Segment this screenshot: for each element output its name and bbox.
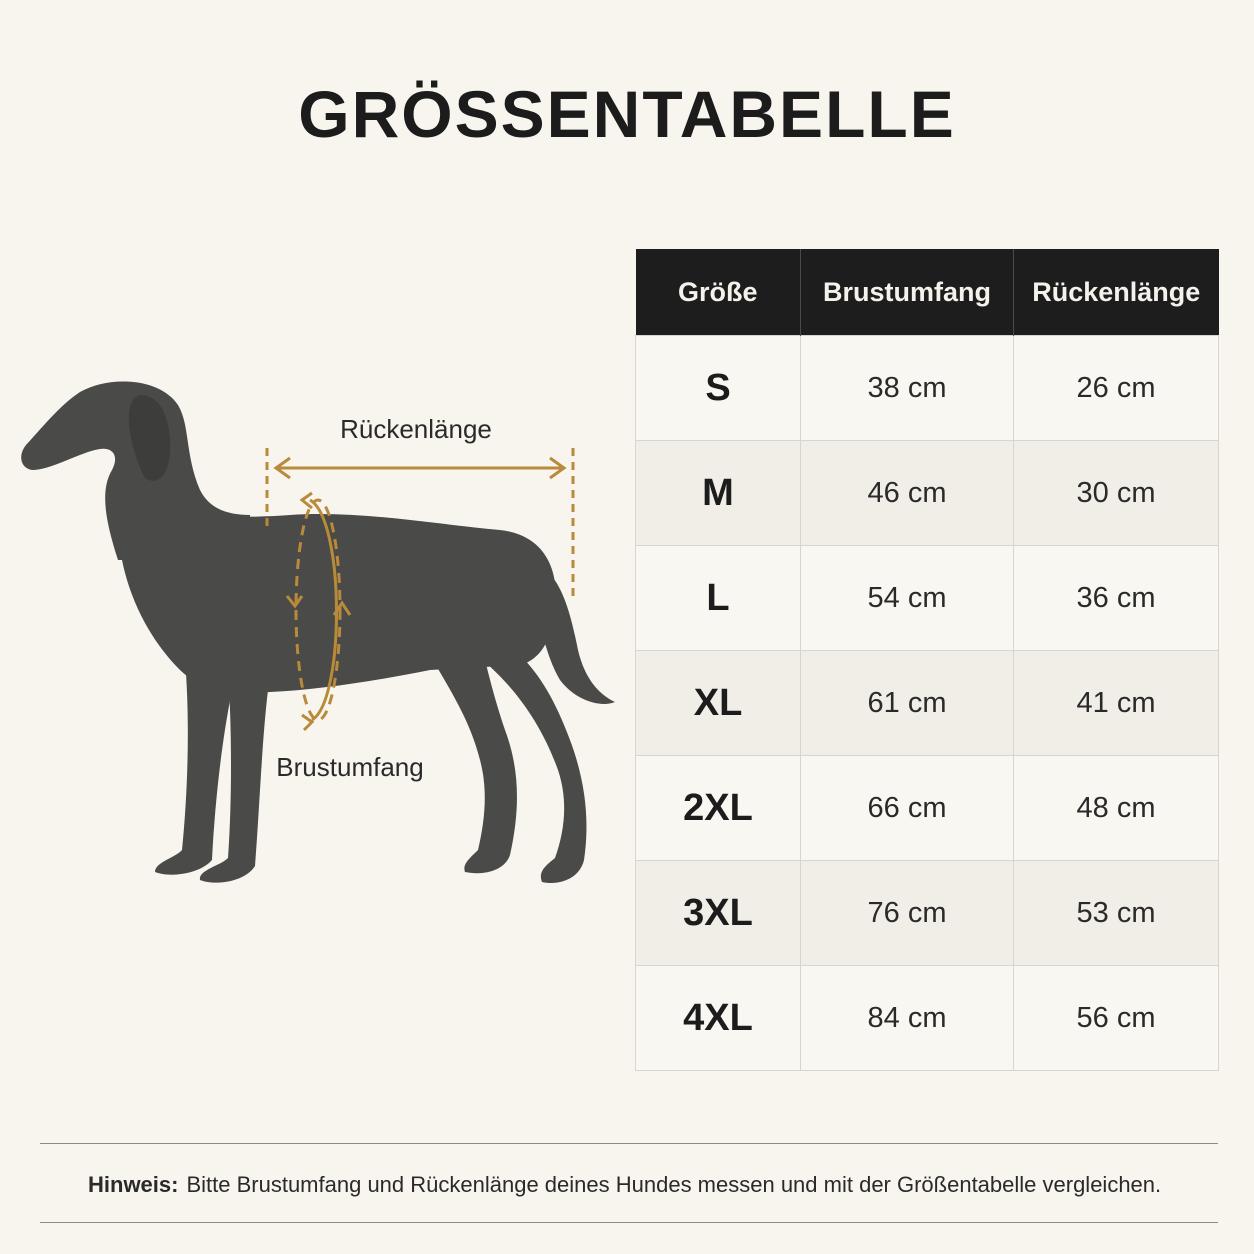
chest-cell: 46 cm — [801, 441, 1014, 546]
chest-cell: 66 cm — [801, 756, 1014, 861]
back-cell: 53 cm — [1014, 861, 1219, 966]
size-cell: 3XL — [636, 861, 801, 966]
back-cell: 56 cm — [1014, 966, 1219, 1071]
size-cell: M — [636, 441, 801, 546]
table-row — [636, 441, 1219, 546]
back-cell: 48 cm — [1014, 756, 1219, 861]
back-cell: 26 cm — [1014, 336, 1219, 441]
page-title: GRÖSSENTABELLE — [298, 77, 956, 151]
header-chest: Brustumfang — [801, 249, 1014, 336]
size-table — [635, 249, 1219, 1071]
table-row — [636, 756, 1219, 861]
table-row — [636, 546, 1219, 651]
table-row — [636, 966, 1219, 1071]
divider-top — [40, 1143, 1218, 1144]
back-cell: 41 cm — [1014, 651, 1219, 756]
hint-note — [88, 1172, 1208, 1198]
chest-girth-label: Brustumfang — [276, 752, 424, 782]
chest-cell: 84 cm — [801, 966, 1014, 1071]
chest-cell: 61 cm — [801, 651, 1014, 756]
hint-label: Hinweis: — [88, 1172, 179, 1197]
chest-cell: 38 cm — [801, 336, 1014, 441]
size-cell: L — [636, 546, 801, 651]
table-row — [636, 861, 1219, 966]
back-length-label: Rückenlänge — [340, 414, 492, 444]
hint-text: Bitte Brustumfang und Rückenlänge deines Hundes messen und mit der Größentabelle vergleichen. — [186, 1172, 1162, 1197]
chest-cell: 54 cm — [801, 546, 1014, 651]
table-row — [636, 651, 1219, 756]
header-back: Rückenlänge — [1014, 249, 1219, 336]
size-cell: 2XL — [636, 756, 801, 861]
size-cell: XL — [636, 651, 801, 756]
back-cell: 30 cm — [1014, 441, 1219, 546]
table-row — [636, 336, 1219, 441]
header-size: Größe — [636, 249, 801, 336]
back-cell: 36 cm — [1014, 546, 1219, 651]
chest-cell: 76 cm — [801, 861, 1014, 966]
dog-silhouette — [21, 381, 615, 883]
divider-bottom — [40, 1222, 1218, 1223]
size-cell: 4XL — [636, 966, 801, 1071]
size-cell: S — [636, 336, 801, 441]
table-header-row — [636, 249, 1219, 336]
